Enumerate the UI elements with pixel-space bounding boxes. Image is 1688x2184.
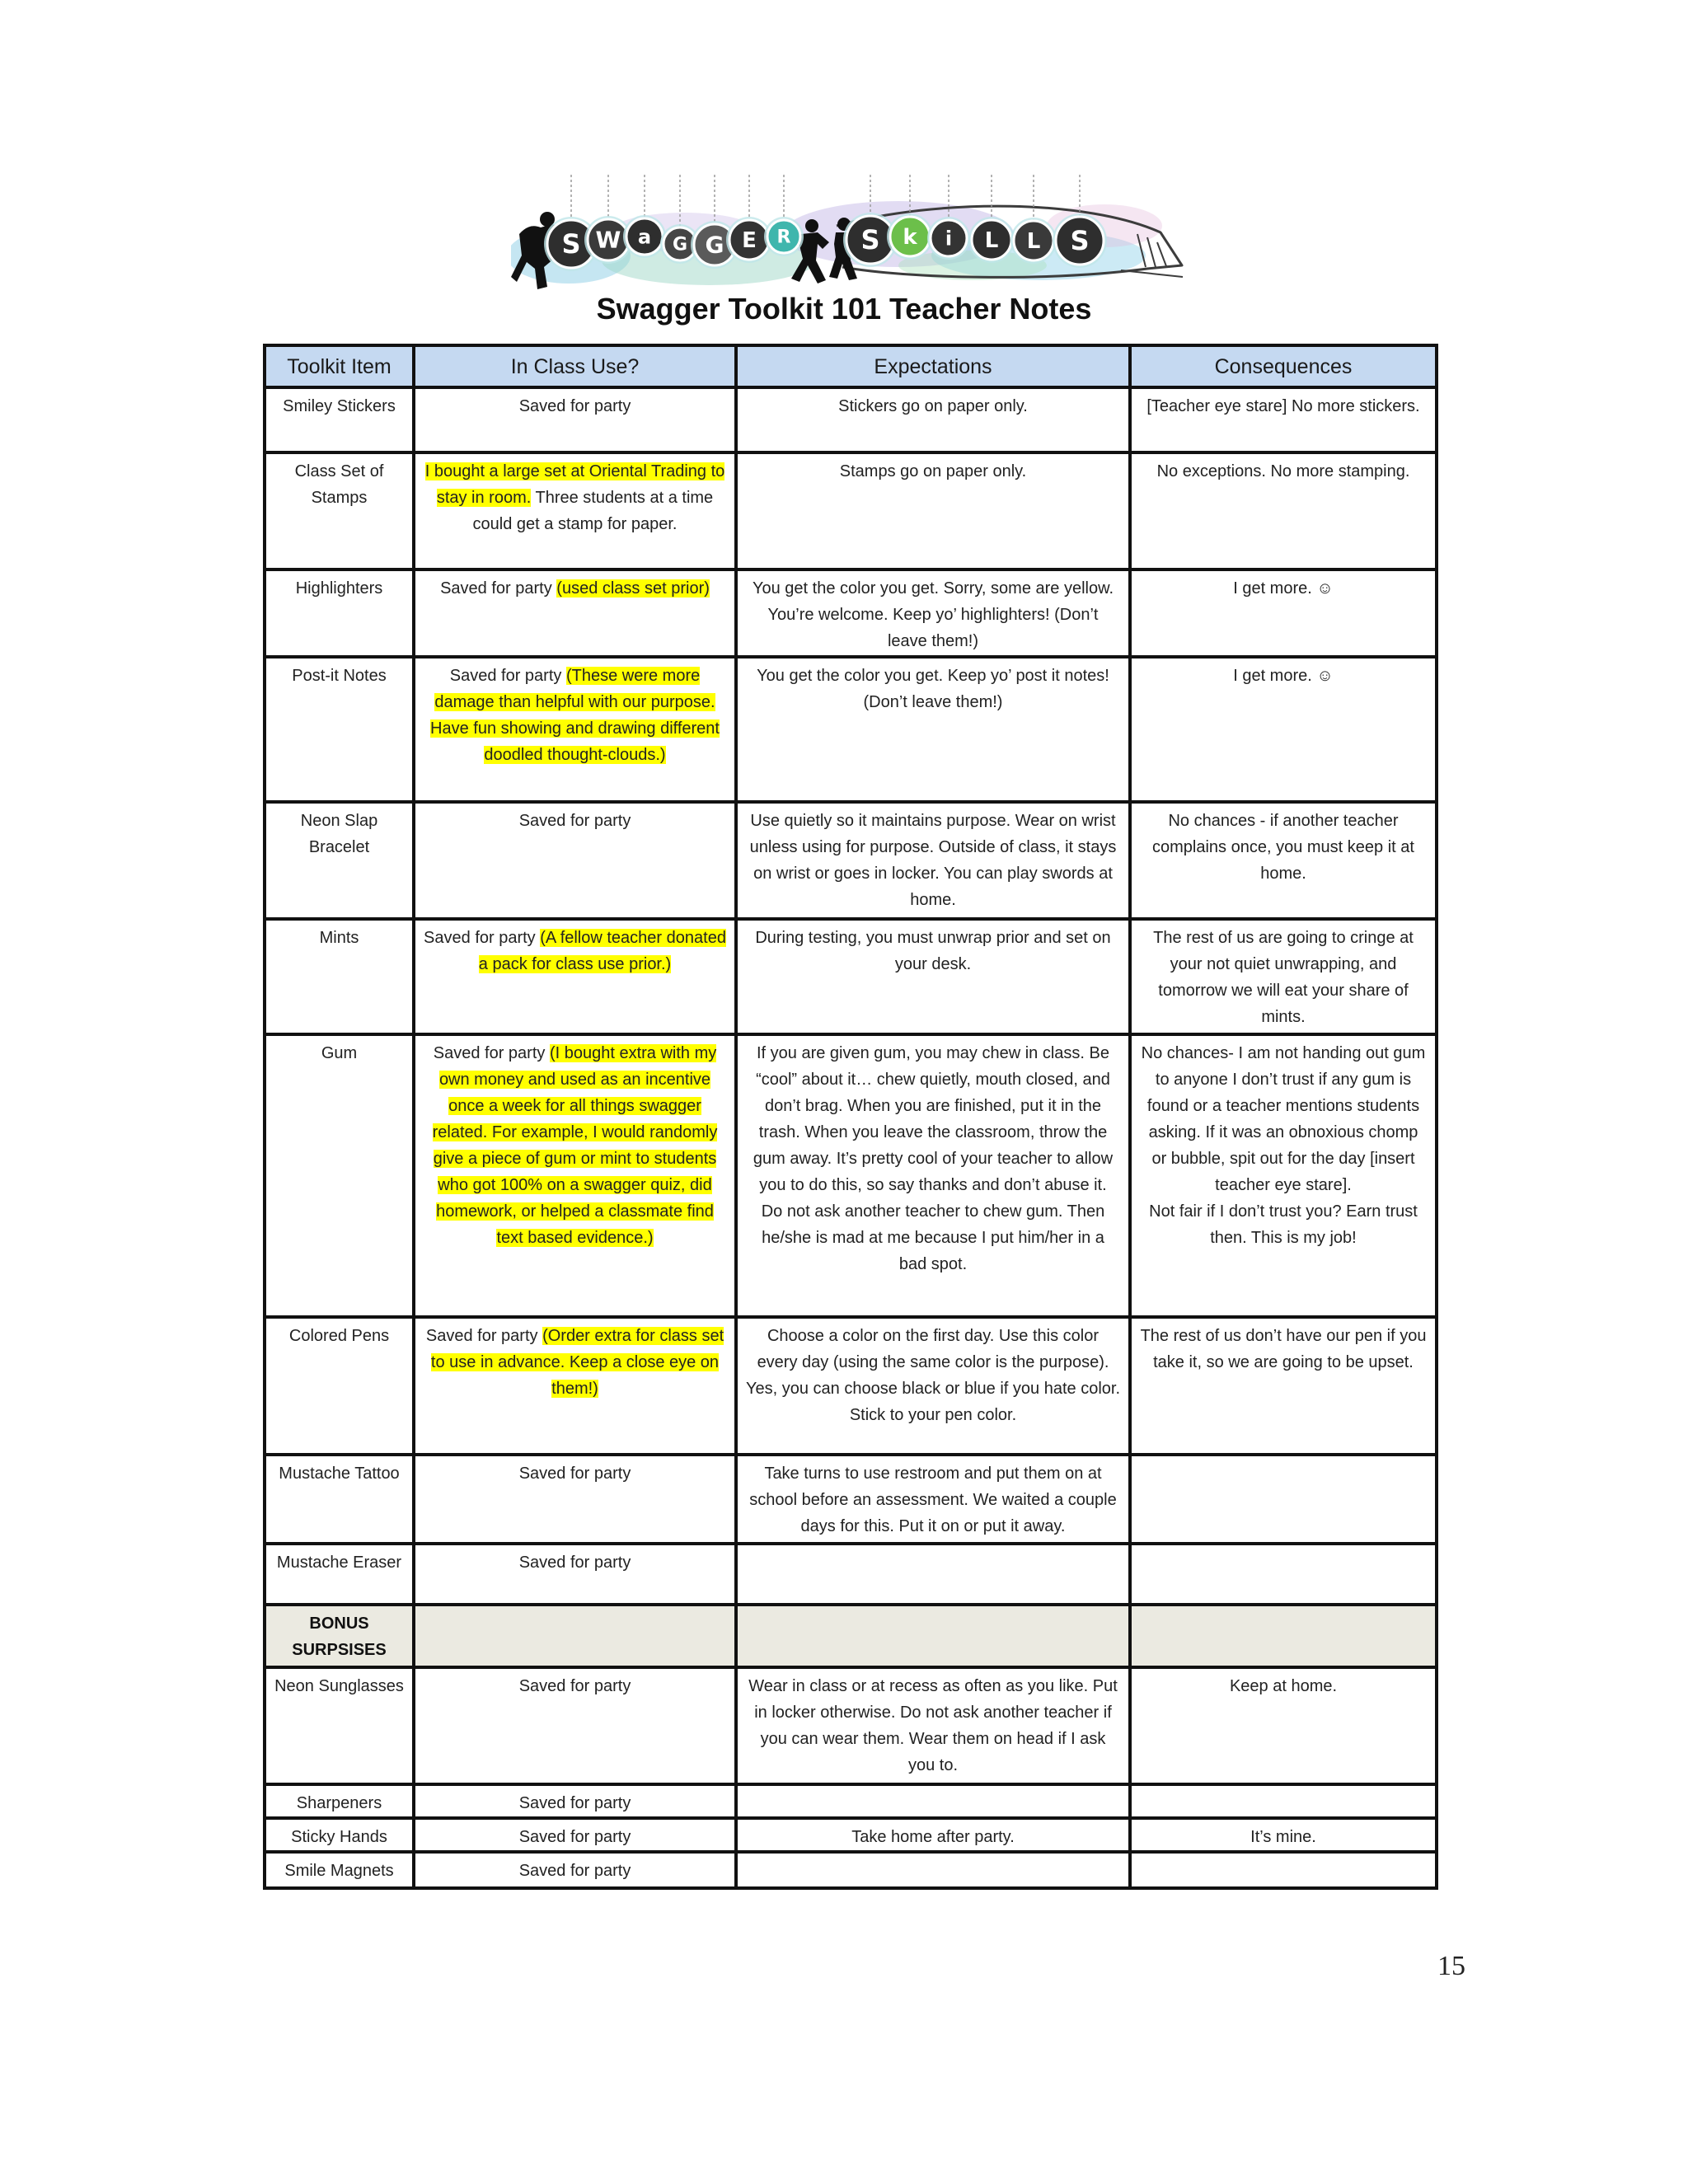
- cell-expectations: Take turns to use restroom and put them on at school before an assessment. We waited a couple days for this. Put it on or put it away.: [736, 1455, 1130, 1544]
- logo-letter: a: [637, 225, 652, 249]
- table-row: [265, 657, 1437, 802]
- table-row: [265, 1455, 1437, 1544]
- table-section-row: [265, 1605, 1437, 1667]
- logo-letter: R: [776, 227, 791, 248]
- cell-expectations: [736, 1605, 1130, 1667]
- logo-letter-badge: [584, 175, 632, 264]
- cell-text: Saved for party: [518, 1862, 631, 1880]
- cell-toolkit-item: Neon Slap Bracelet: [265, 802, 414, 919]
- table-row: [265, 919, 1437, 1034]
- logo-letter: W: [595, 226, 621, 254]
- logo-letter: L: [1026, 229, 1041, 255]
- cell-toolkit-item: Sticky Hands: [265, 1818, 414, 1852]
- column-header-toolkit-item: Toolkit Item: [265, 345, 414, 387]
- page-number: 15: [1437, 1951, 1465, 1981]
- cell-text: Saved for party: [518, 812, 631, 830]
- cell-toolkit-item: Mustache Tattoo: [265, 1455, 414, 1544]
- cell-toolkit-item: Neon Sunglasses: [265, 1667, 414, 1784]
- column-header-expectations: Expectations: [736, 345, 1130, 387]
- table-row: [265, 387, 1437, 452]
- cell-expectations: You get the color you get. Sorry, some are yellow. You’re welcome. Keep yo’ highlighters! (Don’t leave them!): [736, 569, 1130, 657]
- column-header-consequences: Consequences: [1130, 345, 1437, 387]
- highlighted-note: (I bought extra with my own money and used as an incentive once a week for all things swagger related. For example, I would randomly give a piece of gum or mint to students who got 100% on a swagger quiz, did homework, or helped a classmate find text based evidence.): [432, 1044, 718, 1247]
- cell-text: Saved for party: [518, 1794, 631, 1812]
- cell-consequences: [1130, 1605, 1437, 1667]
- logo-letter: L: [984, 228, 999, 254]
- logo-letter-badge: [1053, 175, 1107, 268]
- highlighted-note: (These were more damage than helpful with our purpose. Have fun showing and drawing different doodled thought-clouds.): [430, 667, 720, 764]
- section-label: BONUS SURPSISES: [265, 1605, 414, 1667]
- table-row: [265, 1784, 1437, 1818]
- cell-consequences: I get more. ☺: [1130, 657, 1437, 802]
- cell-consequences: No exceptions. No more stamping.: [1130, 452, 1437, 569]
- cell-toolkit-item: Highlighters: [265, 569, 414, 657]
- table-row: [265, 1317, 1437, 1455]
- cell-text: Saved for party: [433, 1044, 546, 1062]
- logo-letter: S: [561, 228, 581, 260]
- cell-expectations: Choose a color on the first day. Use this color every day (using the same color is the purpose). Yes, you can choose black or blue if you hate color. Stick to your pen color.: [736, 1317, 1130, 1455]
- highlighted-note: I bought a large set at Oriental Trading to stay in room.: [424, 462, 725, 507]
- cell-consequences: The rest of us don’t have our pen if you take it, so we are going to be upset.: [1130, 1317, 1437, 1455]
- logo-letter: G: [672, 234, 688, 255]
- logo-letter-badge: [764, 175, 804, 256]
- cell-expectations: [736, 1852, 1130, 1888]
- cell-text: Saved for party: [518, 1554, 631, 1572]
- table-row: [265, 1034, 1437, 1317]
- highlighted-note: (A fellow teacher donated a pack for class use prior.): [478, 929, 726, 973]
- cell-toolkit-item: Mints: [265, 919, 414, 1034]
- cell-expectations: [736, 1784, 1130, 1818]
- cell-expectations: [736, 1544, 1130, 1605]
- cell-expectations: Take home after party.: [736, 1818, 1130, 1852]
- cell-text: Saved for party: [518, 1677, 631, 1695]
- logo-letter: G: [705, 231, 724, 259]
- logo-letter: k: [903, 225, 917, 251]
- cell-in-class-use: [414, 387, 736, 452]
- cell-in-class-use: [414, 802, 736, 919]
- column-header-in-class-use: In Class Use?: [414, 345, 736, 387]
- cell-in-class-use: [414, 1544, 736, 1605]
- cell-in-class-use: [414, 657, 736, 802]
- cell-expectations: Use quietly so it maintains purpose. Wear on wrist unless using for purpose. Outside of class, it stays on wrist or goes in locker. You can play swords at home.: [736, 802, 1130, 919]
- cell-toolkit-item: Mustache Eraser: [265, 1544, 414, 1605]
- cell-consequences: I get more. ☺: [1130, 569, 1437, 657]
- cell-toolkit-item: Class Set of Stamps: [265, 452, 414, 569]
- cell-toolkit-item: Colored Pens: [265, 1317, 414, 1455]
- cell-in-class-use: [414, 1317, 736, 1455]
- cell-in-class-use: [414, 569, 736, 657]
- table-row: [265, 1852, 1437, 1888]
- cell-consequences: Keep at home.: [1130, 1667, 1437, 1784]
- table-row: [265, 1818, 1437, 1852]
- cell-expectations: During testing, you must unwrap prior and set on your desk.: [736, 919, 1130, 1034]
- cell-toolkit-item: Smiley Stickers: [265, 387, 414, 452]
- logo-letter: E: [742, 228, 757, 254]
- cell-in-class-use: [414, 452, 736, 569]
- cell-toolkit-item: Gum: [265, 1034, 414, 1317]
- cell-text: Saved for party: [518, 1465, 631, 1483]
- cell-expectations: Wear in class or at recess as often as you like. Put in locker otherwise. Do not ask another teacher if you can wear them. Wear them on head if I ask you to.: [736, 1667, 1130, 1784]
- swagger-skills-logo: [511, 175, 1187, 298]
- cell-expectations: Stamps go on paper only.: [736, 452, 1130, 569]
- cell-consequences: No chances- I am not handing out gum to anyone I don’t trust if any gum is found or a teacher mentions students asking. If it was an obnoxious chomp or bubble, spit out for the day [insert teacher eye stare]. Not fair if I don’t trust you? Earn trust then. This is my job!: [1130, 1034, 1437, 1317]
- cell-text: Saved for party: [518, 1828, 631, 1846]
- teacher-notes-table: [263, 344, 1438, 1890]
- cell-consequences: No chances - if another teacher complains once, you must keep it at home.: [1130, 802, 1437, 919]
- logo-letter-badge: [843, 175, 898, 267]
- logo-letter: S: [1070, 225, 1090, 257]
- highlighted-note: (Order extra for class set to use in advance. Keep a close eye on them!): [430, 1327, 724, 1398]
- cell-expectations: You get the color you get. Keep yo’ post it notes! (Don’t leave them!): [736, 657, 1130, 802]
- cell-consequences: [Teacher eye stare] No more stickers.: [1130, 387, 1437, 452]
- cell-text: Saved for party: [518, 397, 631, 415]
- table-row: [265, 802, 1437, 919]
- cell-toolkit-item: Smile Magnets: [265, 1852, 414, 1888]
- cell-consequences: [1130, 1455, 1437, 1544]
- cell-in-class-use: [414, 919, 736, 1034]
- page-title: Swagger Toolkit 101 Teacher Notes: [596, 292, 1092, 326]
- cell-in-class-use: [414, 1784, 736, 1818]
- table-row: [265, 1667, 1437, 1784]
- cell-text: Saved for party: [449, 667, 562, 685]
- cell-consequences: [1130, 1784, 1437, 1818]
- cell-expectations: If you are given gum, you may chew in class. Be “cool” about it… chew quietly, mouth closed, and don’t brag. When you are finished, put it in the trash. When you leave the classroom, throw the gum away. It’s pretty cool of your teacher to allow you to do this, so say thanks and don’t abuse it. Do not ask another teacher to chew gum. Then he/she is mad at me because I put him/her in a bad spot.: [736, 1034, 1130, 1317]
- highlighted-note: (used class set prior): [556, 579, 710, 598]
- cell-consequences: It’s mine.: [1130, 1818, 1437, 1852]
- cell-consequences: [1130, 1852, 1437, 1888]
- logo-letter: i: [945, 227, 953, 251]
- table-row: [265, 452, 1437, 569]
- cell-toolkit-item: Sharpeners: [265, 1784, 414, 1818]
- cell-text: Saved for party: [440, 579, 552, 598]
- cell-text: Saved for party: [424, 929, 536, 947]
- table-row: [265, 569, 1437, 657]
- cell-toolkit-item: Post-it Notes: [265, 657, 414, 802]
- table-row: [265, 1544, 1437, 1605]
- cell-in-class-use: [414, 1605, 736, 1667]
- cell-in-class-use: [414, 1852, 736, 1888]
- cell-in-class-use: [414, 1818, 736, 1852]
- cell-in-class-use: [414, 1667, 736, 1784]
- logo-letter: S: [860, 224, 880, 256]
- cell-in-class-use: [414, 1034, 736, 1317]
- table-header-row: [265, 345, 1437, 387]
- cell-in-class-use: [414, 1455, 736, 1544]
- cell-expectations: Stickers go on paper only.: [736, 387, 1130, 452]
- cell-text: Saved for party: [425, 1327, 538, 1345]
- cell-consequences: [1130, 1544, 1437, 1605]
- cell-text: Three students at a time could get a stamp for paper.: [472, 489, 714, 533]
- cell-consequences: The rest of us are going to cringe at your not quiet unwrapping, and tomorrow we will eat your share of mints.: [1130, 919, 1437, 1034]
